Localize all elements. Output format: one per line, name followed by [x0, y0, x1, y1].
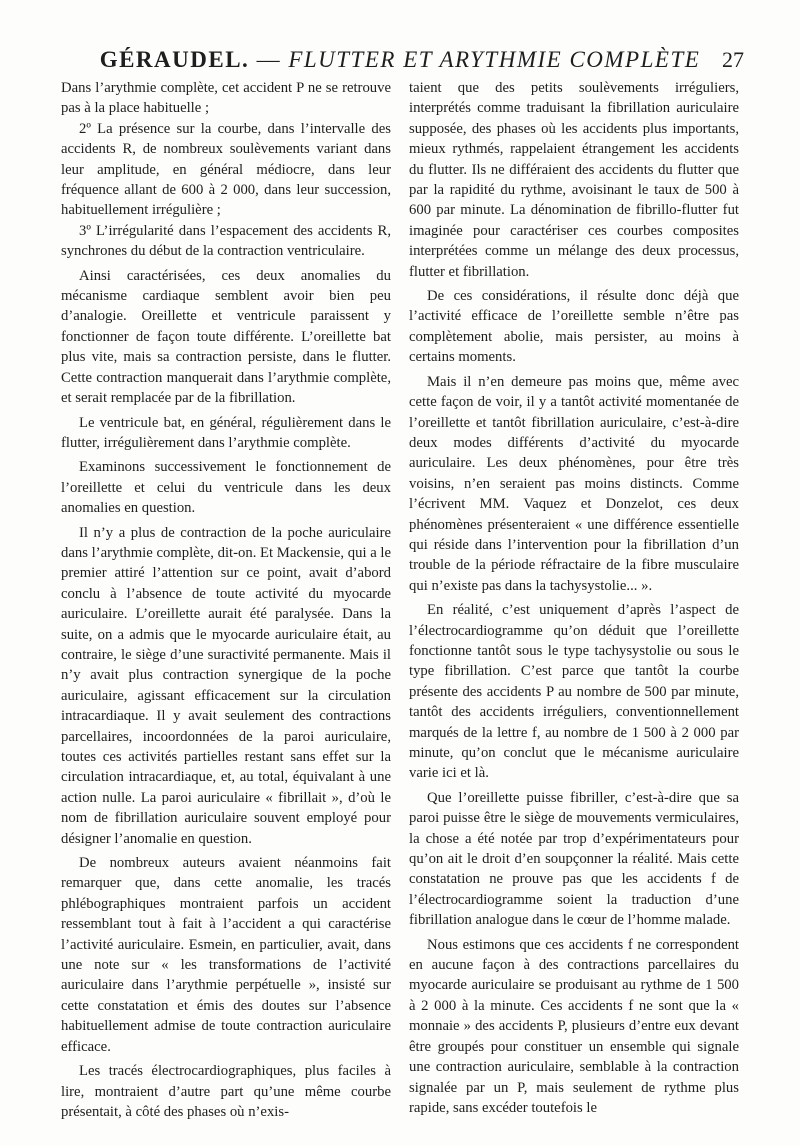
paragraph: De nombreux auteurs avaient néanmoins fait remarquer que, dans cette anomalie, les tracés phlébographiques montraient parfois un accident ressemblant tout à fait à l’accident a qui caractérise l’activité auriculaire. Esmein, en particulier, avait, dans une note sur « les transformations de l’activité auriculaire dans l’arythmie perpétuelle », insisté sur cette constatation et émis des doutes sur l’absence habituellement admise de toute contraction auriculaire efficace. [61, 855, 391, 1055]
running-header [56, 44, 744, 76]
paragraph: 2º La présence sur la courbe, dans l’intervalle des accidents R, de nombreux soulèvements variant dans leur amplitude, en général médiocre, dans leur fréquence allant de 600 à 2 000, dans leur succession, habituellement irrégulière ; [61, 120, 391, 219]
paragraph: Il n’y a plus de contraction de la poche auriculaire dans l’arythmie complète, dit-on. Et Mackensie, qui a le premier attiré l’attention sur ce point, avait d’abord conclu à l’absence de toute activité du myocarde auriculaire. L’oreillette aurait été paralysée. Dans la suite, on a admis que le myocarde auriculaire était, au contraire, le siège d’une suractivité permanente. Mais il n’y avait plus contraction synergique de la poche auriculaire, agissant efficacement sur la circulation intracardiaque. Il y avait seulement des contractions parcellaires, incoordonnées de la paroi auriculaire, toutes ces activités partielles restant sans effet sur la circulation intracardiaque, et, au total, équivalant à une action nulle. La paroi auriculaire « fibrillait », d’où le nom de fibrillation auriculaire souvent employé pour désigner l’anomalie en question. [61, 524, 391, 847]
paragraph: 3º L’irrégularité dans l’espacement des accidents R, synchrones du début de la contraction ventriculaire. [61, 222, 391, 260]
left-column [61, 78, 391, 1122]
paragraph: En réalité, c’est uniquement d’après l’aspect de l’électrocardiogramme qu’on déduit que l’oreillette fonctionne tantôt sous le type tachysystolie ou sous le type fibrillation. C’est parce que tantôt la courbe présente des accidents P au nombre de 500 par minute, tantôt des accidents irréguliers, conventionnellement marqués de la lettre f, au nombre de 1 500 à 2 000 par minute, qu’on conclut que le mécanisme auriculaire varie ici et là. [409, 602, 739, 782]
paragraph: Les tracés électrocardiographiques, plus faciles à lire, montraient d’autre part qu’une même courbe présentait, à côté des phases où n’exis- [61, 1063, 391, 1120]
article-title: FLUTTER ET ARYTHMIE COMPLÈTE [288, 47, 701, 72]
right-column [409, 78, 739, 1118]
running-title [56, 44, 744, 76]
paragraph: Mais il n’en demeure pas moins que, même avec cette façon de voir, il y a tantôt activité momentanée de l’oreillette et tantôt fibrillation auriculaire, c’est-à-dire deux modes différents d’activité du myocarde auriculaire. Les deux phénomènes, pour être très voisins, n’en seraient pas moins distincts. Comme l’écrivent MM. Vaquez et Donzelot, ces deux phénomènes présenteraient « une différence essentielle qui réside dans l’intervention pour la fibrillation d’un trouble de la période réfractaire de la fibre musculaire qui n’existe pas dans la tachysystolie... ». [409, 373, 739, 594]
paragraph: Le ventricule bat, en général, régulièrement dans le flutter, irrégulièrement dans l’arythmie complète. [61, 414, 391, 451]
paragraph: Ainsi caractérisées, ces deux anomalies du mécanisme cardiaque semblent avoir bien peu d’analogie. Oreillette et ventricule paraissent y fonctionner de façon toute différente. L’oreillette bat plus vite, mais sa contraction persiste, dans le flutter. Cette contraction manquerait dans l’arythmie complète, et serait remplacée par de la fibrillation. [61, 267, 391, 407]
page-number: 27 [722, 47, 744, 72]
paragraph: Nous estimons que ces accidents f ne correspondent en aucune façon à des contractions parcellaires du myocarde auriculaire se produisant au rythme de 1 500 à 2 000 à la minute. Ces accidents f ne sont que la « monnaie » des accidents P, plusieurs d’entre eux devant être groupés pour constituer un ensemble qui signale une contraction auriculaire, semblable à la contraction signalée par un P, mais seulement de rythme plus rapide, sans excéder toutefois le [409, 936, 739, 1116]
author-name: GÉRAUDEL. [99, 47, 250, 72]
paragraph: Examinons successivement le fonctionnement de l’oreillette et celui du ventricule dans les deux anomalies en question. [61, 459, 391, 517]
paragraph: Dans l’arythmie complète, cet accident P ne se retrouve pas à la place habituelle ; [61, 80, 391, 117]
title-separator: — [249, 47, 289, 72]
paragraph: taient que des petits soulèvements irréguliers, interprétés comme traduisant la fibrillation auriculaire supposée, des phases où les accidents plus importants, mieux rythmés, rappelaient étrangement les accidents du flutter. Ils ne différaient des accidents du flutter que par la rapidité du rythme, avoisinant le taux de 500 à 600 par minute. La dénomination de fibrillo-flutter fut imaginée pour caractériser ces courbes composites interprétées comme un mélange des deux processus, flutter et fibrillation. [409, 80, 739, 280]
paragraph: Que l’oreillette puisse fibriller, c’est-à-dire que sa paroi puisse être le siège de mouvements vermiculaires, la chose a été notée par trop d’expérimentateurs pour qu’on ait le droit d’en soupçonner la réalité. Mais cette constatation ne prouve pas que les accidents f de l’électrocardiogramme soient la traduction d’une fibrillation analogue dans le cœur de l’homme malade. [409, 789, 739, 929]
paragraph: De ces considérations, il résulte donc déjà que l’activité efficace de l’oreillette semble n’être pas complètement abolie, mais persister, au moins à certains moments. [409, 288, 739, 366]
